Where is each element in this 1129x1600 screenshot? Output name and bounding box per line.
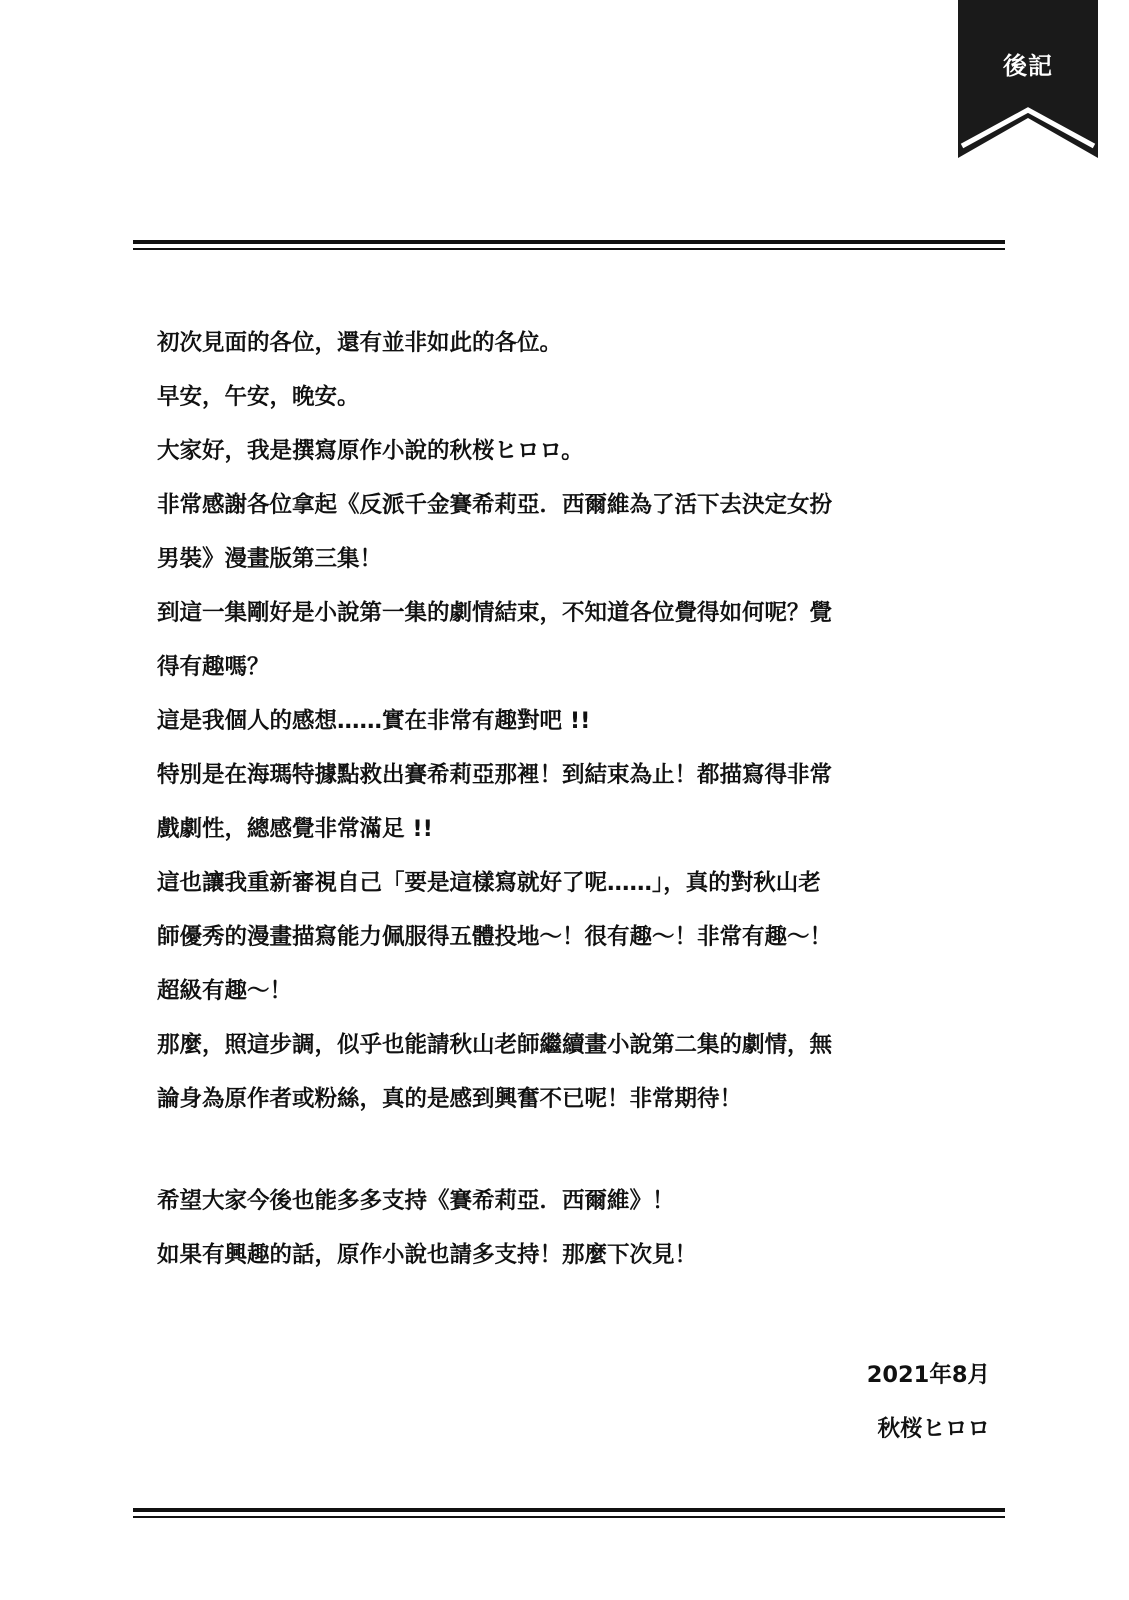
text-line: 初次見面的各位，還有並非如此的各位。 bbox=[157, 330, 563, 356]
text-line: 那麼，照這步調，似乎也能請秋山老師繼續畫小說第二集的劇情，無 bbox=[157, 1032, 833, 1058]
text-line: 這是我個人的感想……實在非常有趣對吧 !! bbox=[157, 708, 591, 734]
signature-block bbox=[867, 1348, 990, 1456]
chapter-tab bbox=[958, 0, 1098, 160]
text-line: 師優秀的漫畫描寫能力佩服得五體投地～！很有趣～！非常有趣～！ bbox=[157, 924, 833, 950]
text-line: 如果有興趣的話，原作小說也請多支持！那麼下次見！ bbox=[157, 1242, 698, 1268]
text-line: 得有趣嗎？ bbox=[157, 654, 270, 680]
text-line: 早安，午安，晚安。 bbox=[157, 384, 360, 410]
chapter-tab-label: 後記 bbox=[1003, 52, 1053, 80]
bottom-divider bbox=[133, 1508, 1005, 1518]
text-line: 戲劇性，總感覺非常滿足 !! bbox=[157, 816, 433, 842]
paragraph-gap bbox=[157, 1126, 987, 1174]
text-line: 這也讓我重新審視自己「要是這樣寫就好了呢……」，真的對秋山老 bbox=[157, 870, 821, 896]
afterword-body bbox=[157, 316, 987, 1282]
text-line: 男裝》漫畫版第三集！ bbox=[157, 546, 383, 572]
text-line: 希望大家今後也能多多支持《賽希莉亞．西爾維》！ bbox=[157, 1188, 675, 1214]
text-line: 大家好，我是撰寫原作小說的秋桜ヒロロ。 bbox=[157, 438, 584, 464]
text-line: 超級有趣～！ bbox=[157, 978, 293, 1004]
top-divider bbox=[133, 240, 1005, 250]
text-line: 論身為原作者或粉絲，真的是感到興奮不已呢！非常期待！ bbox=[157, 1086, 743, 1112]
text-line: 到這一集剛好是小說第一集的劇情結束，不知道各位覺得如何呢？覺 bbox=[157, 600, 833, 626]
text-line: 特別是在海瑪特據點救出賽希莉亞那裡！到結束為止！都描寫得非常 bbox=[157, 762, 833, 788]
text-line: 非常感謝各位拿起《反派千金賽希莉亞．西爾維為了活下去決定女扮 bbox=[157, 492, 833, 518]
signature-date: 2021年8月 bbox=[866, 1362, 990, 1388]
signature-author: 秋桜ヒロロ bbox=[877, 1416, 990, 1442]
